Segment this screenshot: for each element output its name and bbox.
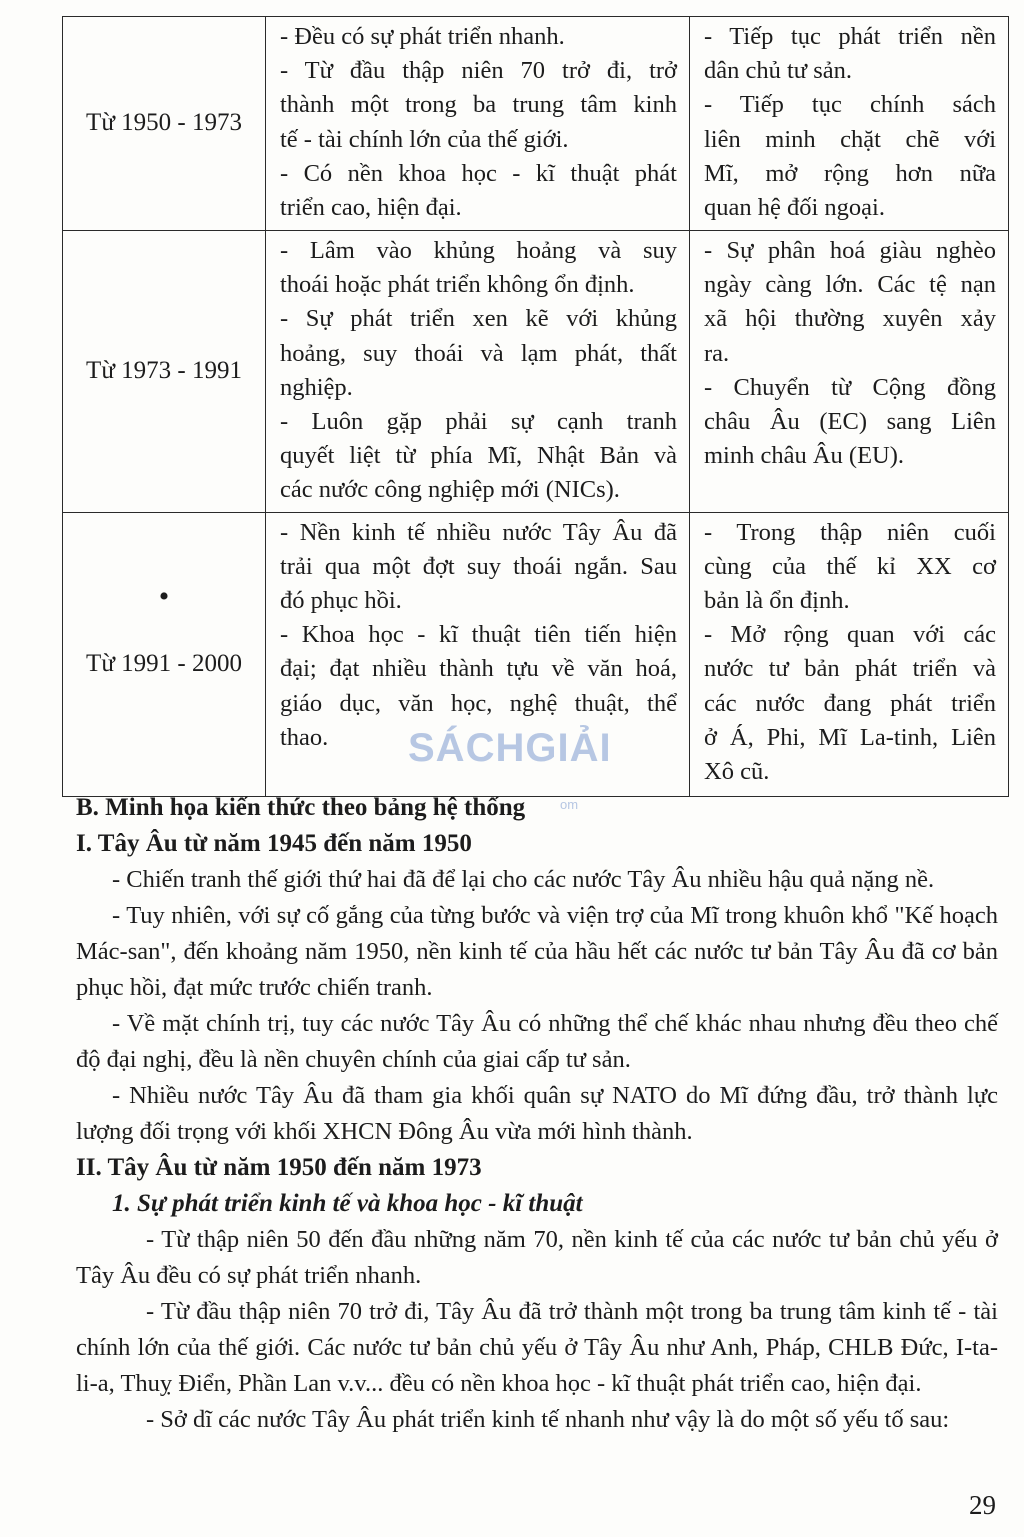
cell-line: - Trong thập niên cuối bbox=[704, 518, 996, 546]
cell-line: - Mở rộng quan với các bbox=[704, 621, 996, 649]
paragraph: - Sở dĩ các nước Tây Âu phát triển kinh tế nhanh như vậy là do một số yếu tố sau: bbox=[146, 1406, 950, 1433]
economy-cell bbox=[266, 17, 690, 231]
paragraph: - Về mặt chính trị, tuy các nước Tây Âu có những thể chế khác nhau nhưng đều theo chế độ đại nghị, đều là nền chuyên chính của giai cấp tư sản. bbox=[76, 1010, 998, 1073]
cell-line: dân chủ tư sản. bbox=[704, 57, 852, 85]
cell-line: - Khoa học - kĩ thuật tiên tiến hiện bbox=[280, 621, 677, 649]
cell-line: thao. bbox=[280, 723, 329, 751]
cell-line: xã hội thường xuyên xảy bbox=[704, 305, 996, 333]
cell-line: ra. bbox=[704, 339, 730, 367]
cell-line: các nước đang phát triển bbox=[704, 689, 996, 717]
paragraph: - Tuy nhiên, với sự cố gắng của từng bước và viện trợ của Mĩ trong khuôn khổ "Kế hoạch Mác-san", đến khoảng năm 1950, nền kinh tế của hầu hết các nước tư bản Tây Âu đã cơ bản phục hồi, đạt mức trước chiến tranh. bbox=[76, 902, 998, 1001]
cell-line: - Lâm vào khủng hoảng và suy bbox=[280, 237, 677, 264]
cell-line: - Từ đầu thập niên 70 trở đi, trở bbox=[280, 57, 677, 85]
cell-line: nước tư bản phát triển và bbox=[704, 655, 996, 683]
cell-line: quyết liệt từ phía Mĩ, Nhật Bản và bbox=[280, 442, 677, 470]
cell-line: đại; đạt nhiều thành tựu về văn hoá, bbox=[280, 655, 677, 683]
history-summary-table bbox=[62, 16, 1009, 797]
paragraph: - Từ đầu thập niên 70 trở đi, Tây Âu đã trở thành một trong ba trung tâm kinh tế - tài chính lớn của thế giới. Các nước tư bản chủ yếu ở Tây Âu như Anh, Pháp, CHLB Đức, I-ta-li-a, Thuỵ Điển, Phần Lan v.v... đều có nền khoa học - kĩ thuật phát triển cao, hiện đại. bbox=[76, 1298, 998, 1397]
cell-line: Mĩ, mở rộng hơn nữa bbox=[704, 159, 996, 187]
cell-line: ở Á, Phi, Mĩ La-tinh, Liên bbox=[704, 723, 996, 751]
cell-line: các nước công nghiệp mới (NICs). bbox=[280, 476, 620, 504]
cell-line: châu Âu (EC) sang Liên bbox=[704, 408, 996, 436]
period-cell: Từ 1973 - 1991 bbox=[63, 231, 266, 513]
cell-line: trải qua một đợt suy thoái ngắn. Sau bbox=[280, 552, 677, 580]
politics-cell bbox=[690, 231, 1009, 513]
politics-cell bbox=[690, 512, 1009, 796]
period-cell: Từ 1950 - 1973 bbox=[63, 17, 266, 231]
paragraph: - Nhiều nước Tây Âu đã tham gia khối quân sự NATO do Mĩ đứng đầu, trở thành lực lượng đối trọng với khối XHCN Đông Âu vừa mới hình thành. bbox=[76, 1082, 998, 1145]
cell-line: cùng của thế kỉ XX cơ bbox=[704, 552, 996, 580]
cell-line: - Có nền khoa học - kĩ thuật phát bbox=[280, 159, 677, 187]
cell-line: giáo dục, văn học, nghệ thuật, thể bbox=[280, 689, 677, 717]
cell-line: - Tiếp tục chính sách bbox=[704, 91, 996, 119]
economy-cell bbox=[266, 231, 690, 513]
part2-title: II. Tây Âu từ năm 1950 đến năm 1973 bbox=[76, 1154, 482, 1181]
cell-line: đó phục hồi. bbox=[280, 587, 402, 615]
cell-line: liên minh chặt chẽ với bbox=[704, 125, 996, 153]
cell-line: - Sự phân hoá giàu nghèo bbox=[704, 237, 996, 264]
cell-line: - Nền kinh tế nhiều nước Tây Âu đã bbox=[280, 518, 677, 546]
part2-subtitle: 1. Sự phát triển kinh tế và khoa học - kĩ thuật bbox=[112, 1190, 583, 1217]
part1-title: I. Tây Âu từ năm 1945 đến năm 1950 bbox=[76, 830, 472, 857]
cell-line: - Sự phát triển xen kẽ với khủng bbox=[280, 305, 677, 333]
cell-line: - Chuyển từ Cộng đồng bbox=[704, 373, 996, 401]
paragraph: - Chiến tranh thế giới thứ hai đã để lại cho các nước Tây Âu nhiều hậu quả nặng nề. bbox=[112, 866, 935, 893]
politics-cell bbox=[690, 17, 1009, 231]
cell-line: - Tiếp tục phát triển nền bbox=[704, 23, 996, 50]
section-b-title: B. Minh họa kiến thức theo bảng hệ thống bbox=[76, 794, 526, 821]
cell-line: - Đều có sự phát triển nhanh. bbox=[280, 23, 565, 50]
watermark-logo: SÁCHGIẢI bbox=[408, 726, 612, 770]
stray-dot: • bbox=[158, 580, 170, 614]
cell-line: - Luôn gặp phải sự cạnh tranh bbox=[280, 408, 677, 436]
cell-line: minh châu Âu (EU). bbox=[704, 442, 905, 470]
cell-line: bản là ổn định. bbox=[704, 587, 850, 615]
watermark-sub: om bbox=[560, 797, 579, 812]
cell-line: triển cao, hiện đại. bbox=[280, 194, 462, 222]
cell-line: ngày càng lớn. Các tệ nạn bbox=[704, 271, 996, 299]
table-row bbox=[63, 231, 1009, 513]
paragraph: - Từ thập niên 50 đến đầu những năm 70, nền kinh tế của các nước tư bản chủ yếu ở Tây Âu đều có sự phát triển nhanh. bbox=[76, 1226, 998, 1289]
cell-line: hoảng, suy thoái và lạm phát, thất bbox=[280, 339, 677, 367]
period-cell: • Từ 1991 - 2000 bbox=[63, 512, 266, 796]
table-row bbox=[63, 17, 1009, 231]
cell-line: quan hệ đối ngoại. bbox=[704, 194, 885, 222]
section-b bbox=[76, 790, 998, 1438]
cell-line: nghiệp. bbox=[280, 373, 353, 401]
page-number: 29 bbox=[969, 1490, 996, 1520]
cell-line: thành một trong ba trung tâm kinh bbox=[280, 91, 677, 119]
cell-line: thoái hoặc phát triển không ổn định. bbox=[280, 271, 635, 299]
cell-line: tế - tài chính lớn của thế giới. bbox=[280, 125, 569, 153]
cell-line: Xô cũ. bbox=[704, 758, 770, 786]
